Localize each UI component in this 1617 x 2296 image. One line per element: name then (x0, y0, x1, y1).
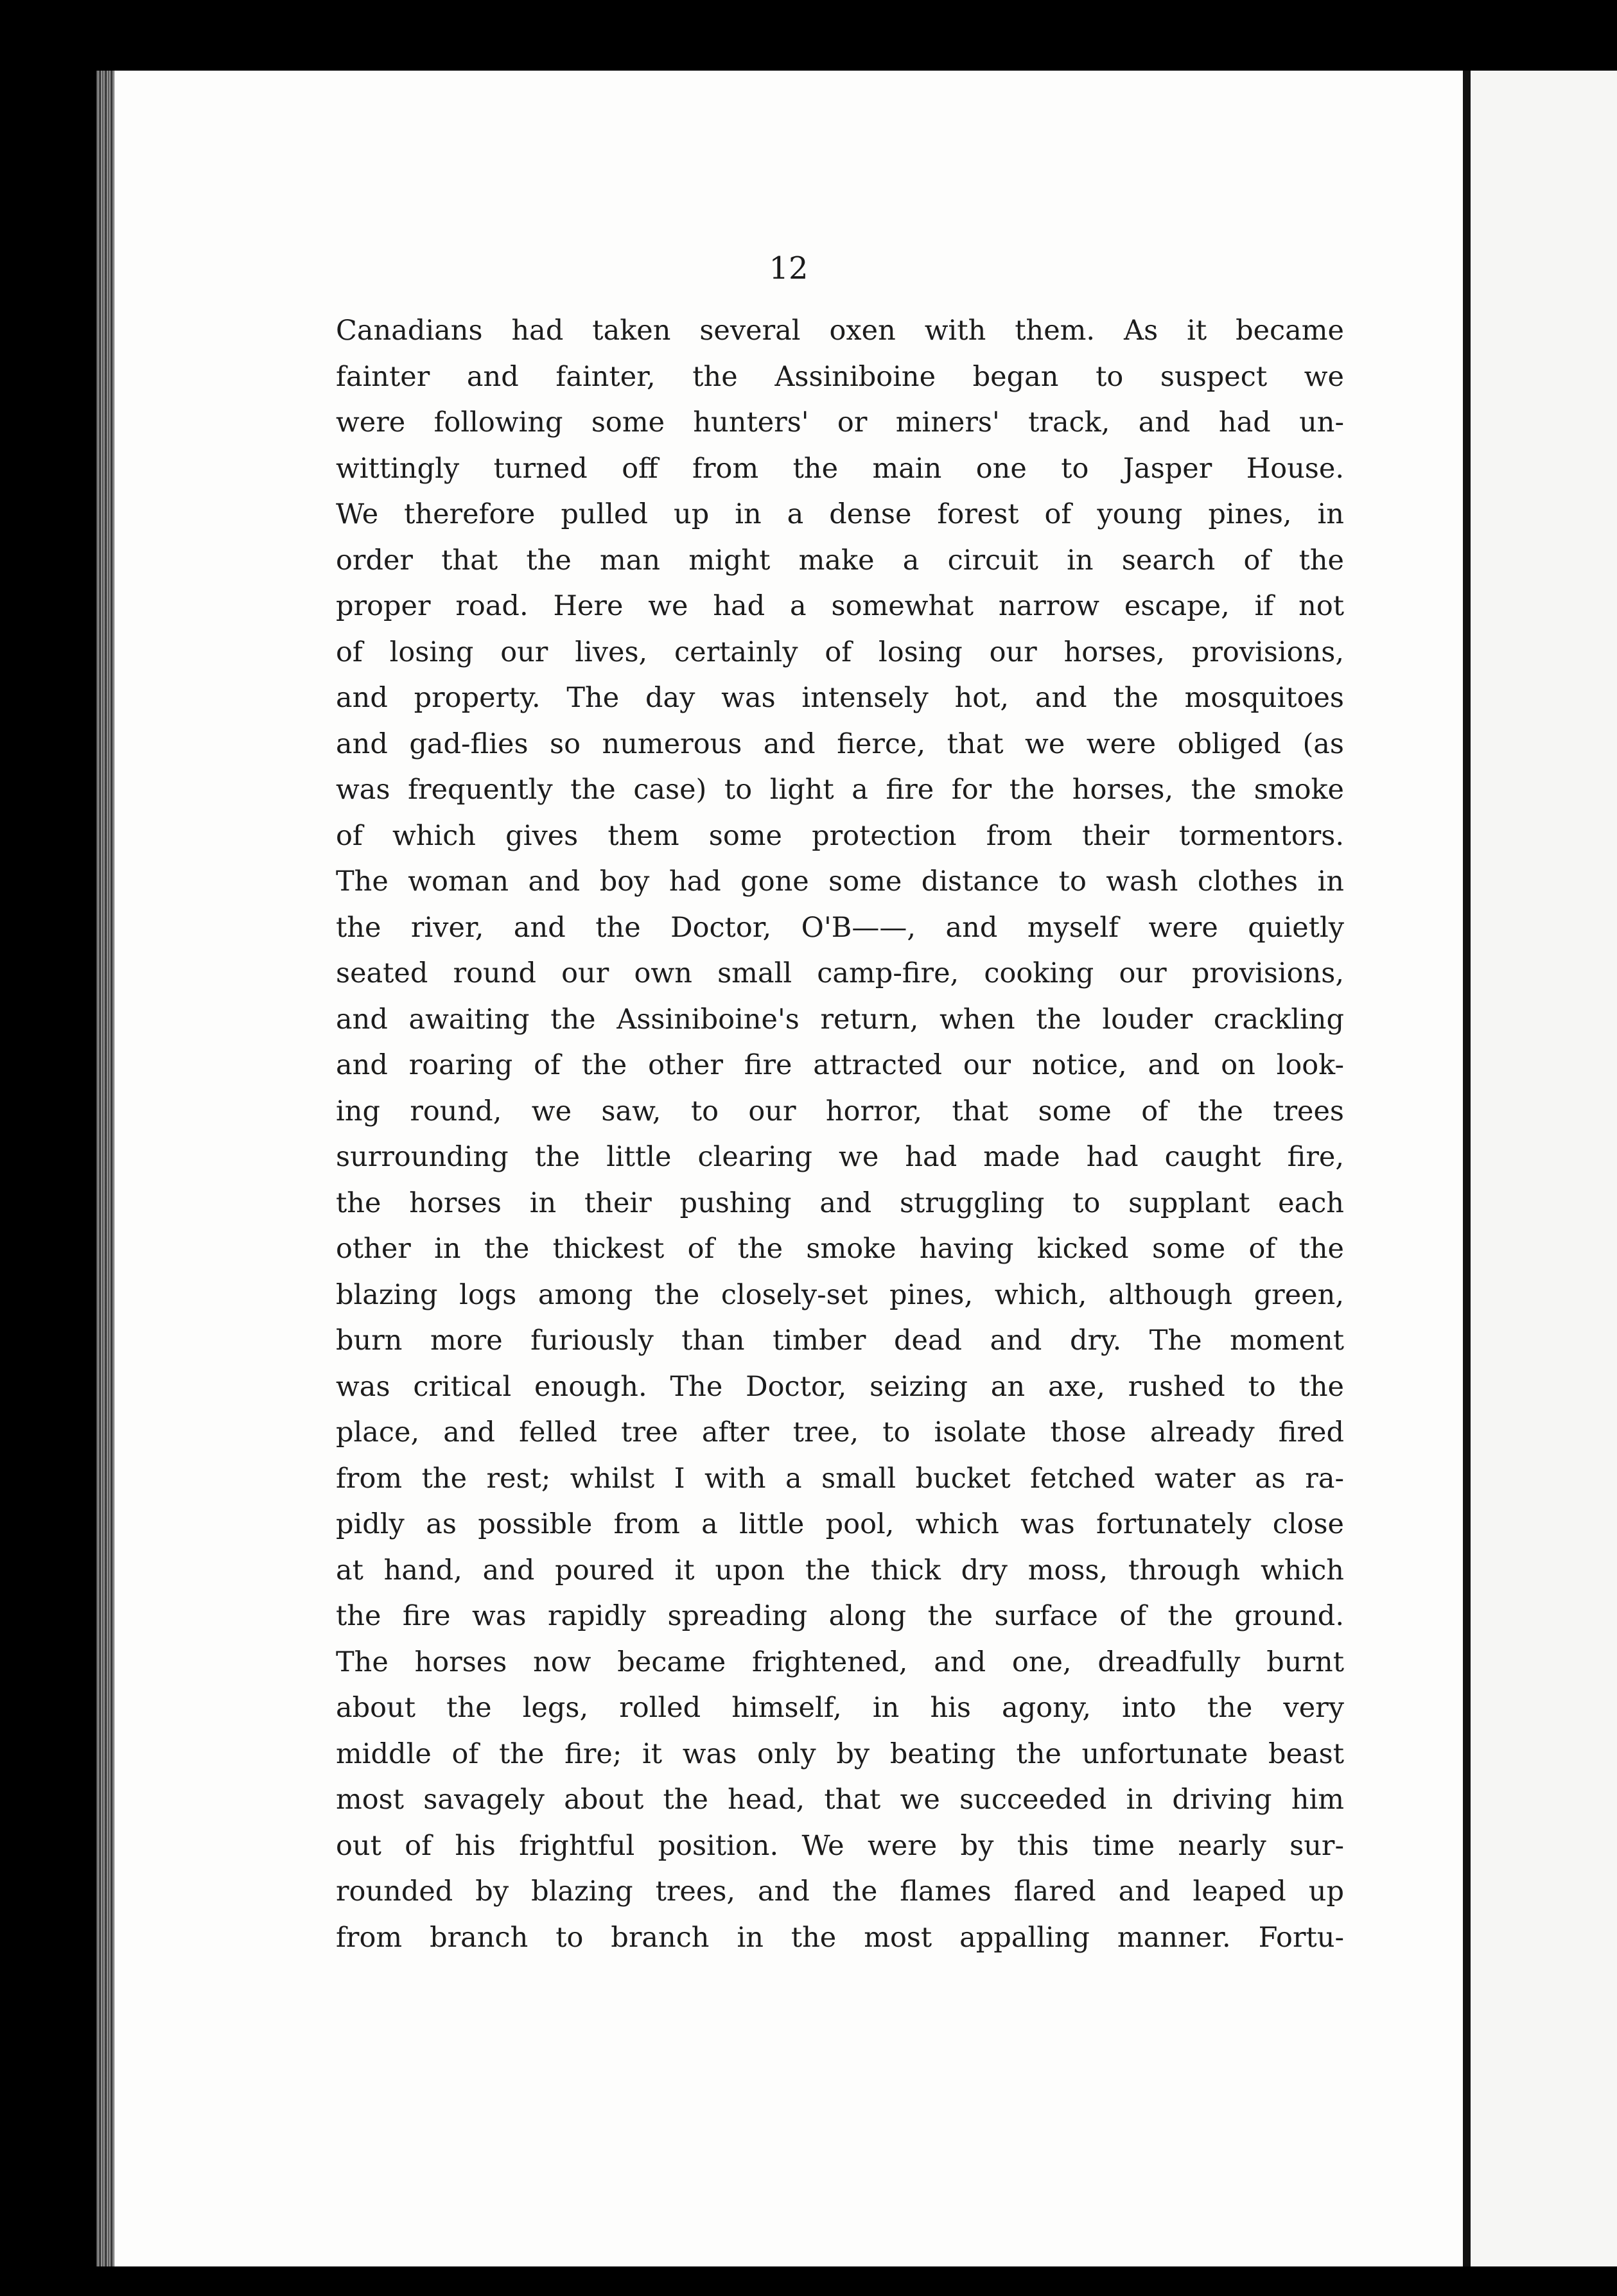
adjacent-page-edge (1471, 71, 1617, 2266)
text-line: order that the man might make a circuit in search of the (336, 544, 1344, 577)
text-line: Canadians had taken several oxen with them. As it became (336, 315, 1344, 347)
body-text (336, 308, 1344, 1961)
text-line: ing round, we saw, to our horror, that some of the trees (336, 1095, 1344, 1127)
text-line: and property. The day was intensely hot, and the mosquitoes (336, 682, 1344, 714)
page-gutter (1463, 71, 1471, 2266)
text-line: of losing our lives, certainly of losing our horses, provisions, (336, 636, 1344, 668)
text-line: most savagely about the head, that we succeeded in driving him (336, 1784, 1344, 1816)
text-line: surrounding the little clearing we had made had caught fire, (336, 1141, 1344, 1173)
text-line: and gad-flies so numerous and fierce, that we were obliged (as (336, 727, 1344, 760)
text-line: proper road. Here we had a somewhat narrow escape, if not (336, 590, 1344, 622)
text-line: burn more furiously than timber dead and dry. The moment (336, 1325, 1344, 1357)
text-line: from branch to branch in the most appalling manner. Fortu- (336, 1921, 1344, 1954)
text-line: other in the thickest of the smoke having kicked some of the (336, 1233, 1344, 1265)
text-line: were following some hunters' or miners' track, and had un- (336, 406, 1344, 439)
text-line: of which gives them some protection from their tormentors. (336, 819, 1344, 852)
book-spine-edge (96, 71, 116, 2266)
text-line: place, and felled tree after tree, to isolate those already fired (336, 1416, 1344, 1448)
text-line: the fire was rapidly spreading along the surface of the ground. (336, 1600, 1344, 1632)
text-line: at hand, and poured it upon the thick dry moss, through which (336, 1554, 1344, 1587)
text-line: seated round our own small camp-fire, cooking our provisions, (336, 957, 1344, 989)
text-line: from the rest; whilst I with a small bucket fetched water as ra- (336, 1462, 1344, 1495)
text-line: blazing logs among the closely-set pines, which, although green, (336, 1278, 1344, 1311)
text-line: The woman and boy had gone some distance to wash clothes in (336, 865, 1344, 898)
text-line: pidly as possible from a little pool, which was fortunately close (336, 1508, 1344, 1540)
text-line: the river, and the Doctor, O'B——, and myself were quietly (336, 911, 1344, 944)
text-line: the horses in their pushing and struggling to supplant each (336, 1187, 1344, 1219)
text-line: and roaring of the other fire attracted our notice, and on look- (336, 1049, 1344, 1081)
text-line: and awaiting the Assiniboine's return, when the louder crackling (336, 1003, 1344, 1036)
text-line: rounded by blazing trees, and the flames flared and leaped up (336, 1875, 1344, 1908)
text-line: out of his frightful position. We were by this time nearly sur- (336, 1829, 1344, 1862)
text-line: was critical enough. The Doctor, seizing an axe, rushed to the (336, 1370, 1344, 1403)
text-line: was frequently the case) to light a fire for the horses, the smoke (336, 774, 1344, 806)
page-number: 12 (769, 250, 808, 286)
text-line: middle of the fire; it was only by beating the unfortunate beast (336, 1737, 1344, 1770)
text-line: wittingly turned off from the main one to Jasper House. (336, 452, 1344, 485)
text-line: We therefore pulled up in a dense forest of young pines, in (336, 498, 1344, 530)
book-page (114, 71, 1463, 2266)
text-line: fainter and fainter, the Assiniboine began to suspect we (336, 360, 1344, 393)
text-line: The horses now became frightened, and one, dreadfully burnt (336, 1646, 1344, 1678)
text-line: about the legs, rolled himself, in his agony, into the very (336, 1692, 1344, 1724)
